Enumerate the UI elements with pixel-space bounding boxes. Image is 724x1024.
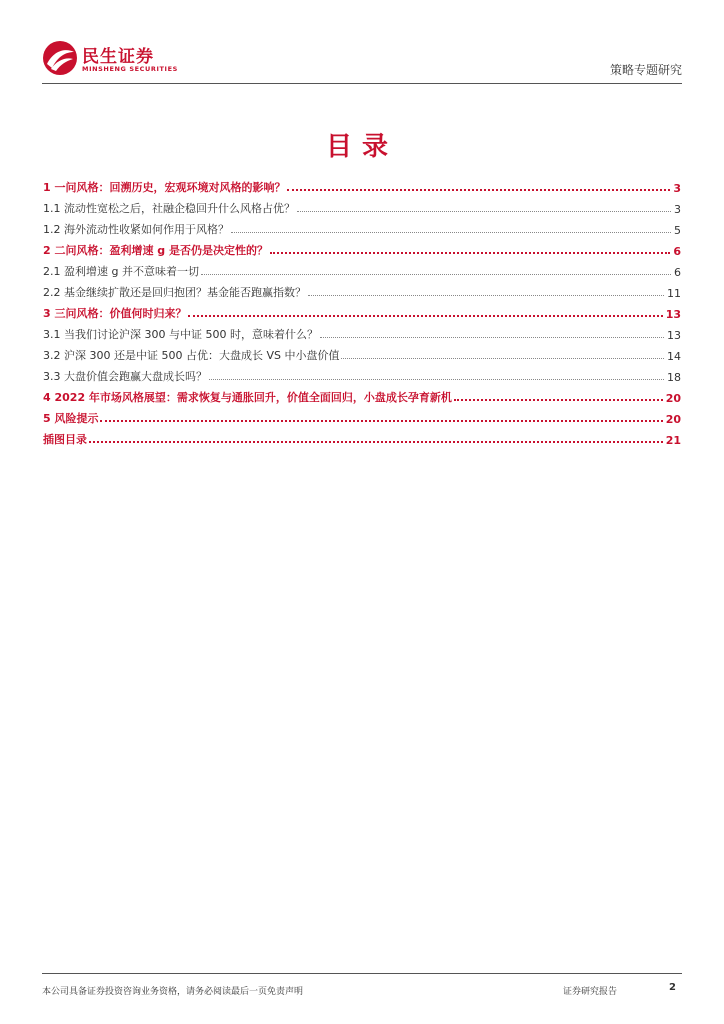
logo-text-cn: 民生证券 (82, 47, 154, 67)
toc-entry-page: 13 (667, 329, 681, 342)
toc-entry-page: 3 (674, 203, 681, 216)
toc-entry-page: 21 (665, 434, 681, 447)
toc-entry[interactable] (43, 342, 681, 363)
toc-entry-title: 5 风险提示 (43, 412, 99, 425)
toc-entry[interactable] (43, 321, 681, 342)
toc-leader-dots (270, 252, 670, 254)
toc-leader-dots (201, 274, 671, 275)
footer-report-type: 证券研究报告 (563, 987, 618, 997)
toc-entry[interactable] (43, 384, 681, 405)
toc-leader-dots (341, 358, 664, 359)
toc-entry-title: 1.1 流动性宽松之后，社融企稳回升什么风格占优？ (43, 202, 295, 215)
toc-entry[interactable] (43, 174, 681, 195)
logo-text-en: MINSHENG SECURITIES (82, 65, 178, 73)
toc-entry[interactable] (43, 300, 681, 321)
logo-mark-icon (42, 40, 78, 76)
toc-entry[interactable] (43, 195, 681, 216)
toc-entry-title: 3.3 大盘价值会跑赢大盘成长吗？ (43, 370, 207, 383)
toc-entry-title: 3.1 当我们讨论沪深 300 与中证 500 时，意味着什么？ (43, 328, 318, 341)
report-section-label: 策略专题研究 (609, 63, 682, 77)
toc-entry-page: 20 (665, 392, 681, 405)
toc-entry-page: 14 (667, 350, 681, 363)
toc-leader-dots (454, 399, 663, 401)
toc-entry-title: 3.2 沪深 300 还是中证 500 占优：大盘成长 VS 中小盘价值 (43, 349, 340, 362)
toc-entry[interactable] (43, 426, 681, 447)
page-header (42, 40, 682, 84)
toc-entry-page: 6 (673, 245, 681, 258)
toc-entry-title: 2.2 基金继续扩散还是回归抱团？基金能否跑赢指数？ (43, 286, 306, 299)
page-title: 目录 (325, 132, 398, 162)
toc-entry-page: 3 (673, 182, 681, 195)
toc-entry[interactable] (43, 237, 681, 258)
toc-entry-page: 11 (667, 287, 681, 300)
toc-entry-title: 4 2022 年市场风格展望：需求恢复与通胀回升，价值全面回归，小盘成长孕育新机 (43, 391, 452, 404)
toc-entry-page: 6 (674, 266, 681, 279)
toc-leader-dots (308, 295, 664, 296)
toc-leader-dots (287, 189, 670, 191)
toc-entry-page: 5 (674, 224, 681, 237)
toc-entry-title: 3 三问风格：价值何时归来？ (43, 307, 187, 320)
toc-entry-title: 1.2 海外流动性收紧如何作用于风格？ (43, 223, 229, 236)
toc-leader-dots (320, 337, 664, 338)
toc-entry-title: 2.1 盈利增速 g 并不意味着一切 (43, 265, 199, 278)
toc-leader-dots (89, 441, 663, 443)
toc-entry-page: 20 (665, 413, 681, 426)
toc-entry-page: 18 (667, 371, 681, 384)
toc-entry-title: 插图目录 (43, 433, 87, 446)
toc-leader-dots (297, 211, 671, 212)
toc-entry[interactable] (43, 258, 681, 279)
toc-entry[interactable] (43, 279, 681, 300)
footer-disclaimer: 本公司具备证券投资咨询业务资格，请务必阅读最后一页免责声明 (42, 987, 304, 997)
company-logo (42, 40, 182, 78)
toc-entry[interactable] (43, 405, 681, 426)
toc-entry-page: 13 (665, 308, 681, 321)
toc-leader-dots (100, 420, 662, 422)
toc-entry-title: 1 一问风格：回溯历史，宏观环境对风格的影响？ (43, 181, 286, 194)
toc-leader-dots (231, 232, 671, 233)
toc-entry[interactable] (43, 216, 681, 237)
header-divider (42, 83, 682, 84)
page-number: 2 (669, 982, 676, 993)
toc-entry[interactable] (43, 363, 681, 384)
toc-entry-title: 2 二问风格：盈利增速 g 是否仍是决定性的？ (43, 244, 269, 257)
toc-leader-dots (188, 315, 662, 317)
table-of-contents (43, 174, 681, 447)
footer-divider (42, 973, 682, 974)
toc-leader-dots (209, 379, 664, 380)
